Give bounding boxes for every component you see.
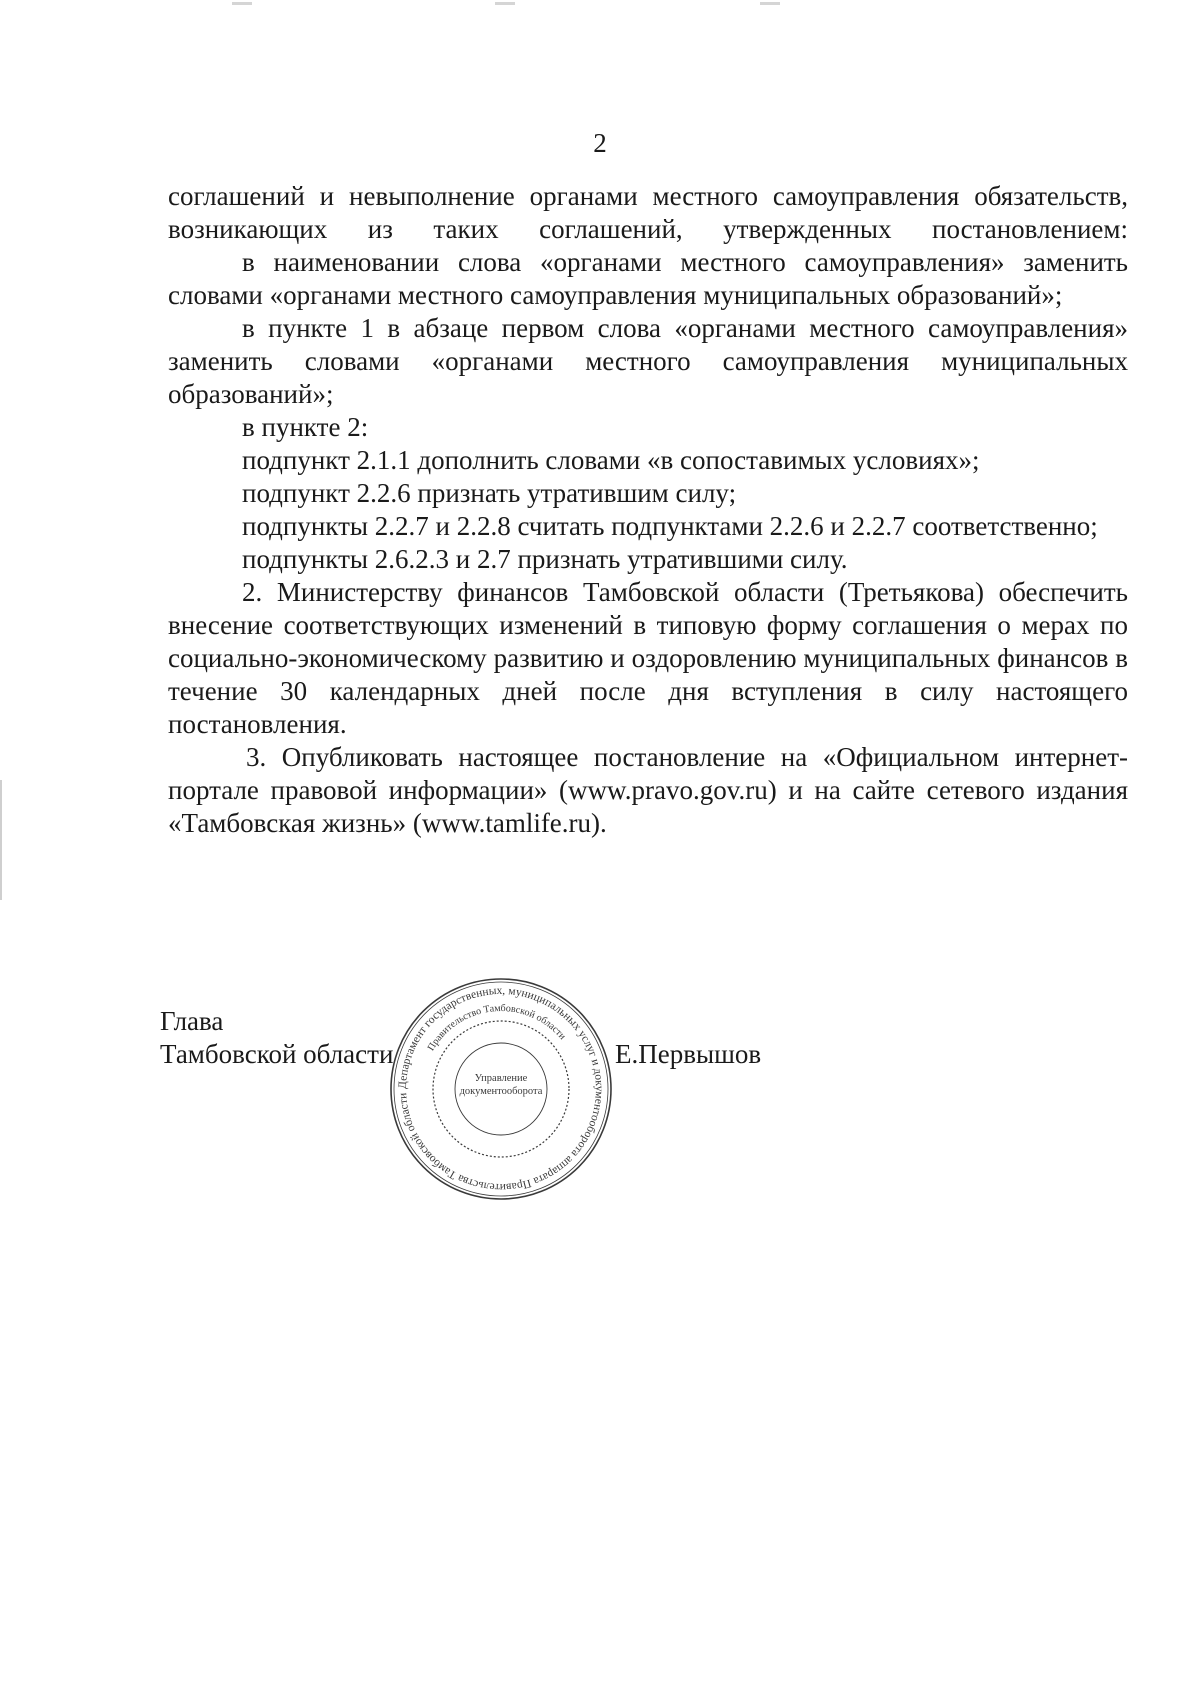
signature-block (160, 1002, 1120, 1071)
scan-edge-mark (0, 780, 2, 900)
signatory-title-line2: Тамбовской области (160, 1039, 394, 1069)
stamp-outer-text: Департамент государственных, муниципальных услуг и документооборота аппарата Правительства Тамбовской области (396, 984, 606, 1194)
paragraph: подпункты 2.6.2.3 и 2.7 признать утратившими силу. (242, 544, 848, 574)
document-body (168, 180, 1128, 840)
paragraph: соглашений и невыполнение органами местного самоуправления обязательств, возникающих из таких соглашений, утвержденных постановлением: (168, 181, 1128, 244)
page-number: 2 (593, 128, 607, 158)
paragraph: подпункты 2.2.7 и 2.2.8 считать подпунктами 2.2.6 и 2.2.7 соответственно; (242, 511, 1098, 541)
stamp-ring-text: Правительство Тамбовской области (425, 1002, 568, 1053)
paragraph: 3. Опубликовать настоящее постановление на «Официальном интернет-портале правовой информации» (www.pravo.gov.ru) и на сайте сетевого издания «Тамбовская жизнь» (www.tamlife.ru). (168, 742, 1128, 838)
scan-artifacts (0, 0, 1200, 10)
signatory-title-line1: Глава (160, 1006, 224, 1036)
paragraph: в наименовании слова «органами местного самоуправления» заменить словами «органами местного самоуправления муниципальных образований»; (168, 247, 1128, 310)
signatory-name: Е.Первышов (615, 1039, 762, 1069)
paragraph: в пункте 1 в абзаце первом слова «органами местного самоуправления» заменить словами «органами местного самоуправления муниципальных образований»; (168, 313, 1128, 409)
paragraph: подпункт 2.1.1 дополнить словами «в сопоставимых условиях»; (242, 445, 980, 475)
paragraph: подпункт 2.2.6 признать утратившим силу; (242, 478, 737, 508)
paragraph: в пункте 2: (242, 412, 369, 442)
official-stamp (388, 976, 614, 1202)
paragraph: 2. Министерству финансов Тамбовской области (Третьякова) обеспечить внесение соответствующих изменений в типовую форму соглашения о мерах по социально-экономическому развитию и оздоровлению муниципальных финансов в течение 30 календарных дней после дня вступления в силу настоящего постановления. (168, 577, 1128, 739)
stamp-inner-text: Управление документооборота (459, 1073, 543, 1097)
